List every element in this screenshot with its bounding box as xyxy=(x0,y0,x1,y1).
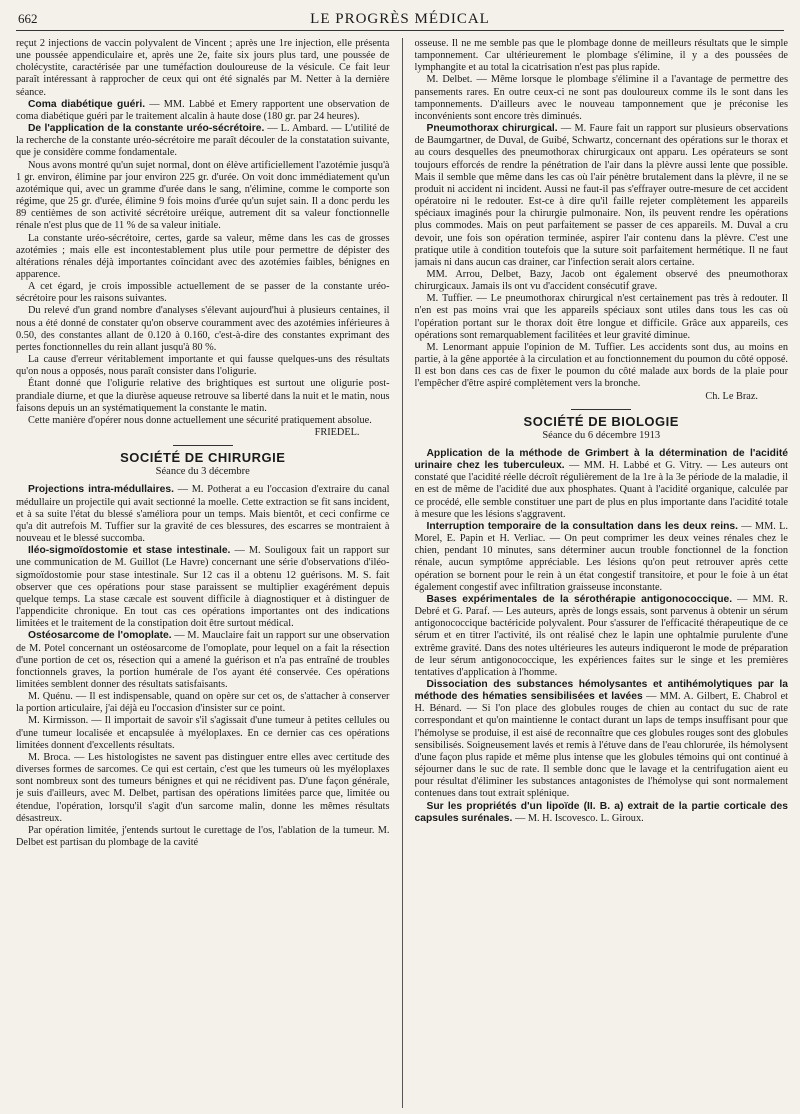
signature: FRIEDEL. xyxy=(314,427,360,438)
two-column-body xyxy=(16,38,788,1108)
paragraph: Par opération limitée, j'entends surtout le curettage de l'os, l'ablation de la tumeur. M. Delbet est partisan du plombage de la cavité xyxy=(16,824,390,848)
article-title: Sur les propriétés d'un lipoïde (II. B. a) extrait de la partie corticale des capsules surénales. xyxy=(414,800,788,824)
right-column xyxy=(415,38,789,1108)
article-interruption xyxy=(415,521,789,594)
article-text: — M. Mauclaire fait un rapport sur une observation de M. Potel concernant un ostéosarcome de l'omoplate, pour lequel on a fait la résection d'une portion de cet os, résection qui a amené la guérison et n'a pas entraîné de troubles fonctionnels graves, la portion humérale de l'os ayant été conservée. Ces opérations limitées semblent donner des résultats satisfaisants. xyxy=(16,630,390,690)
paragraph: M. Lenormant appuie l'opinion de M. Tuffier. Les accidents sont dus, au moins en partie, à la gêne apportée à la circulation et au fonctionnement du poumon du côté opposé. Il est bon dans ces cas de fixer le poumon du côté malade aux bords de la plaie pour l'empêcher d'être aspiré complètement vers la bronche. xyxy=(414,341,788,390)
divider xyxy=(173,445,233,446)
article-title: Projections intra-médullaires. xyxy=(28,484,174,496)
paragraph: A cet égard, je crois impossible actuellement de se passer de la constante uréo-sécrétoire pour les raisons suivantes. xyxy=(16,281,390,305)
article-title: Bases expérimentales de la sérothérapie antigonococcique. xyxy=(426,593,733,605)
article-text: — MM. R. Debré et G. Paraf. — Les auteurs, après de longs essais, sont parvenus à obtenir un sérum antigonococcique bactéricide polyvalent. Pour s'assurer de l'efficacité thérapeutique de ce sérum et en titrer l'activité, ils ont réalisé chez le lapin une ophtalmie purulente d'une extrême gravité. Dans des notes ultérieures les auteurs indiqueront le mode de préparation de leur sérum antigonococcique, les expériences faites sur le singe et les premières tentatives d'application à l'homme. xyxy=(414,593,788,678)
section-heading: SOCIÉTÉ DE CHIRURGIE xyxy=(120,450,286,466)
section-heading: SOCIÉTÉ DE BIOLOGIE xyxy=(523,413,679,429)
page-header xyxy=(16,8,784,31)
journal-title: LE PROGRÈS MÉDICAL xyxy=(310,11,490,27)
paragraph: osseuse. Il ne me semble pas que le plombage donne de meilleurs résultats que le simple tamponnement. Car ultérieurement le plombage s'élimine, il y a des poussées de lymphangite et au total la cicatrisation n'est pas plus rapide. xyxy=(414,38,788,74)
article-title: Dissociation des substances hémolysantes et antihémolytiques par la méthode des hématies sensibilisées et lavées xyxy=(414,678,788,703)
signature: L. Giroux. xyxy=(600,812,644,824)
article-projections xyxy=(16,484,390,545)
article-bases xyxy=(415,594,789,679)
article-ileo xyxy=(16,545,390,630)
article-text: — M. H. Iscovesco. xyxy=(512,812,598,824)
article-text: — M. Souligoux fait un rapport sur une communication de M. Guillot (Le Havre) concernant une série d'observations d'iléo-sigmoïdostomie pour stase intestinale. Sur 12 cas il a obtenu 12 guérisons. M. S. fait observer que ces opérations pour stase paraissent se multiplier exagérément depuis quelque temps. La stase cæcale est souvent difficile à diagnostiquer et à distinguer de l'appendicite chronique. En tout cas ces opérations importantes ont des indications limitées et le traitement de la constipation doit être surtout médical. xyxy=(16,545,390,630)
paragraph: M. Kirmisson. — Il importait de savoir s'il s'agissait d'une tumeur à petites cellules ou d'une tumeur localisée et encapsulée à myéloplaxes. En ce dernier cas ces opérations limitées donnent d'excellents résultats. xyxy=(16,715,390,751)
left-column xyxy=(16,38,390,1108)
article-text: — MM. Labbé et Emery rapportent une observation de coma diabétique guéri par le traitement alcalin à haute dose (180 gr. par 24 heures). xyxy=(16,98,390,122)
article-pneumothorax xyxy=(415,123,789,269)
article-title: Pneumothorax chirurgical. xyxy=(426,123,558,135)
paragraph: La cause d'erreur véritablement importante et qui fausse quelques-uns des résultats qu'on nous a opposés, nous paraît consister dans l'oligurie. xyxy=(16,354,390,378)
article-text: — M. Faure fait un rapport sur plusieurs observations de Baumgartner, de Duval, de Guibé, Schwartz, concernant des opérations sur le thorax et au cours desquelles des pneumothorax chirurgicaux ont apparu. Les opérateurs se sont toujours efforcés de rendre la pénétration de l'air dans la plèvre aussi lente que possible. Mais il semble que même dans les cas où l'air pénètre brutalement dans la plèvre, il ne se produit ni accident ni incident. Aussi ne faut-il pas s'effrayer outre-mesure de cet accident opératoire ni le redouter. Est-ce à dire qu'il faille rejeter complètement les appareils spéciaux imaginés pour la chirurgie pulmonaire. Non, ils peuvent rendre les opérations plus commodes. Mais on peut parfaitement se passer de ces appareils. M. Duval a cru devoir, une fois son opération terminée, aspirer l'air contenu dans la plèvre. C'est une pratique utile à condition toutefois que la suture soit parfaitement hermétique. Il ne faut jamais ni dans aucun cas drainer, car l'infection serait alors certaine. xyxy=(414,123,788,268)
page-number: 662 xyxy=(18,11,38,26)
article-dissociation xyxy=(415,679,789,801)
column-rule xyxy=(402,38,403,1108)
paragraph: M. Delbet. — Même lorsque le plombage s'élimine il a l'avantage de permettre des pansements rares. En outre ceux-ci ne sont pas douloureux comme ils le sont dans les tamponnements. D'ailleurs avec le nouveau tamponnement que je préconise les inconvénients sont encore très diminués. xyxy=(414,74,788,122)
article-lipoide xyxy=(415,801,789,825)
article-text: — M. Potherat a eu l'occasion d'extraire du canal médullaire un projectile qui avait sectionné la moelle. Cette extraction se fit sans incident, et à sa suite l'état du blessé s'améliora pour un temps. Mais bientôt, et ceci confirme ce qu'a dit autrefois M. Tuffier sur la gravité de ces blessures, des escarres se montraient à nouveau et le blessé succomba. xyxy=(16,484,390,545)
article-text: — L. Ambard. — L'utilité de la recherche de la constante uréo-sécrétoire me paraît découler de la constatation suivante, que je considère comme fondamentale. xyxy=(16,123,390,159)
article-title: Ostéosarcome de l'omoplate. xyxy=(28,630,172,642)
article-coma xyxy=(16,99,390,123)
section-date: Séance du 6 décembre 1913 xyxy=(542,429,661,441)
paragraph: Nous avons montré qu'un sujet normal, dont on élève artificiellement l'azotémie jusqu'à 1 gr. environ, élimine par jour environ 225 gr. d'urée. On voit donc immédiatement qu'un azotémique qui, avec un gramme d'urée dans le sang, n'élimine, comme le comporte son régime, que 25 gr. d'urée, élimine 9 fois moins d'urée qu'un sujet sain. Il a donc perdu les 89 centièmes de son activité sécrétoire uréique, autrement dit sa valeur fonctionnelle rénale n'est plus que de 11 % de sa valeur initiale. xyxy=(16,159,390,232)
paragraph: M. Quénu. — Il est indispensable, quand on opère sur cet os, de s'attacher à conserver la portion articulaire, j'ai déjà eu l'occasion d'insister sur ce point. xyxy=(16,691,390,715)
article-grimbert xyxy=(415,448,789,521)
paragraph: M. Tuffier. — Le pneumothorax chirurgical n'est certainement pas très à redouter. Il n'en est pas moins vrai que les appareils spéciaux sont utiles dans tous les cas où l'opération portant sur le thorax doit être longue et difficile. Grâce aux appareils, ces opérations sont remarquablement facilitées et leur gravité diminue. xyxy=(414,293,788,341)
article-title: De l'application de la constante uréo-sécrétoire. xyxy=(28,123,265,135)
paragraph: reçut 2 injections de vaccin polyvalent de Vincent ; après une 1re injection, elle présenta une poussée appendiculaire et, après une 2e, faite six jours plus tard, une poussée de cholécystite, caractérisée par une tuméfaction douloureuse de la vésicule. Ce fait leur paraît intéressant à rapprocher de ceux qui ont été signalés par M. Netter à la dernière séance. xyxy=(16,38,390,98)
article-title: Iléo-sigmoïdostomie et stase intestinale. xyxy=(28,545,231,557)
article-constante xyxy=(16,123,390,159)
paragraph: M. Broca. — Les histologistes ne savent pas distinguer entre elles avec certitude des diverses formes de sarcomes. Ce qui est certain, c'est que les tumeurs où les myéloplaxes sont nombreux sont des tumeurs bénignes et qui ne récidivent pas. D'une façon générale, je suis d'ailleurs, avec M. Delbet, partisan des opérations limitées parce que, limitée ou étendue, l'opération, lorsqu'il s'agit d'un sarcome malin, donne les mêmes résultats désastreux. xyxy=(16,751,390,824)
paragraph: La constante uréo-sécrétoire, certes, garde sa valeur, même dans les cas de grosses azotémies ; mais elle est incontestablement plus utile pour permettre de dépister des altérations rénales déjà importantes coïncidant avec des azotémies faibles, bénignes en apparence. xyxy=(16,232,390,280)
signature: Ch. Le Braz. xyxy=(705,390,758,402)
article-osteosarcome xyxy=(16,630,390,691)
paragraph: Étant donné que l'oligurie relative des brightiques est surtout une oligurie post-prandiale diurne, et que la diurèse aqueuse retrouve sa liberté dans la nuit et le matin, nous faisons depuis un an systématiquement la constante le matin. xyxy=(16,378,390,414)
divider xyxy=(571,409,631,410)
article-text: — MM. L. Morel, E. Papin et H. Verliac. — On peut comprimer les deux veines rénales chez le chien, pendant 10 minutes, sans déterminer aucun trouble fonctionnel de la fonction rénale, aucun symptôme appréciable. Les lésions qu'on peut retrouver après cette opération se bornent pour le rein à un état congestif transitoire, et pour le foie à un état également congestif avec infiltration graisseuse inconstante. xyxy=(414,520,788,593)
section-date: Séance du 3 décembre xyxy=(155,466,250,478)
paragraph: Cette manière d'opérer nous donne actuellement une sécurité pratiquement absolue. xyxy=(28,414,372,426)
article-text: — MM. H. Labbé et G. Vitry. — Les auteurs ont constaté que l'acidité réelle décroît régulièrement de la 1re à la 3e période de la maladie, il en est de même de l'acidité due aux phosphates. Quant à l'acidité organique, calculée par ce procédé, elle semble constituer une part de plus en plus importante dans l'acidité totale à mesure que les lésions s'aggravent. xyxy=(414,460,788,520)
article-title: Application de la méthode de Grimbert à la détermination de l'acidité urinaire chez les tuberculeux. xyxy=(414,448,788,472)
article-title: Interruption temporaire de la consultation dans les deux reins. xyxy=(426,520,738,532)
article-title: Coma diabétique guéri. xyxy=(28,98,146,110)
paragraph: Du relevé d'un grand nombre d'analyses s'élevant aujourd'hui à plusieurs centaines, il nous a été donné de constater qu'on observe couramment avec des azotémies inférieures à 0.50, des constantes allant de 0.120 à 0.160, c'est-à-dire des constantes exprimant des pertes fonctionnelles du rein allant jusqu'à 80 %. xyxy=(16,305,390,353)
paragraph: MM. Arrou, Delbet, Bazy, Jacob ont également observé des pneumothorax chirurgicaux. Jamais ils ont vu d'accident consécutif grave. xyxy=(414,268,788,293)
article-text: — MM. A. Gilbert, E. Chabrol et H. Bénard. — Si l'on place des globules rouges de chien au contact du suc de rate correspondant et qu'on maintienne le contact durant un laps de temps insuffisant pour que l'hémolyse se produise, il est aisé de reconnaître que ces globules rouges sont des globules sensibilisés. Soigneusement lavés et remis à l'étuve dans de l'eau chlorurée, ils hémolysent d'une façon plus rapide et même plus intense que les globules témoins qui ont continué à séjourner dans le suc de rate. Il semble donc que le lavage et la centrifugation aient eu pour résultat d'éliminer les substances antagonistes de l'hémolyse qui sont normalement contenues dans tout extrait splénique. xyxy=(414,691,788,800)
